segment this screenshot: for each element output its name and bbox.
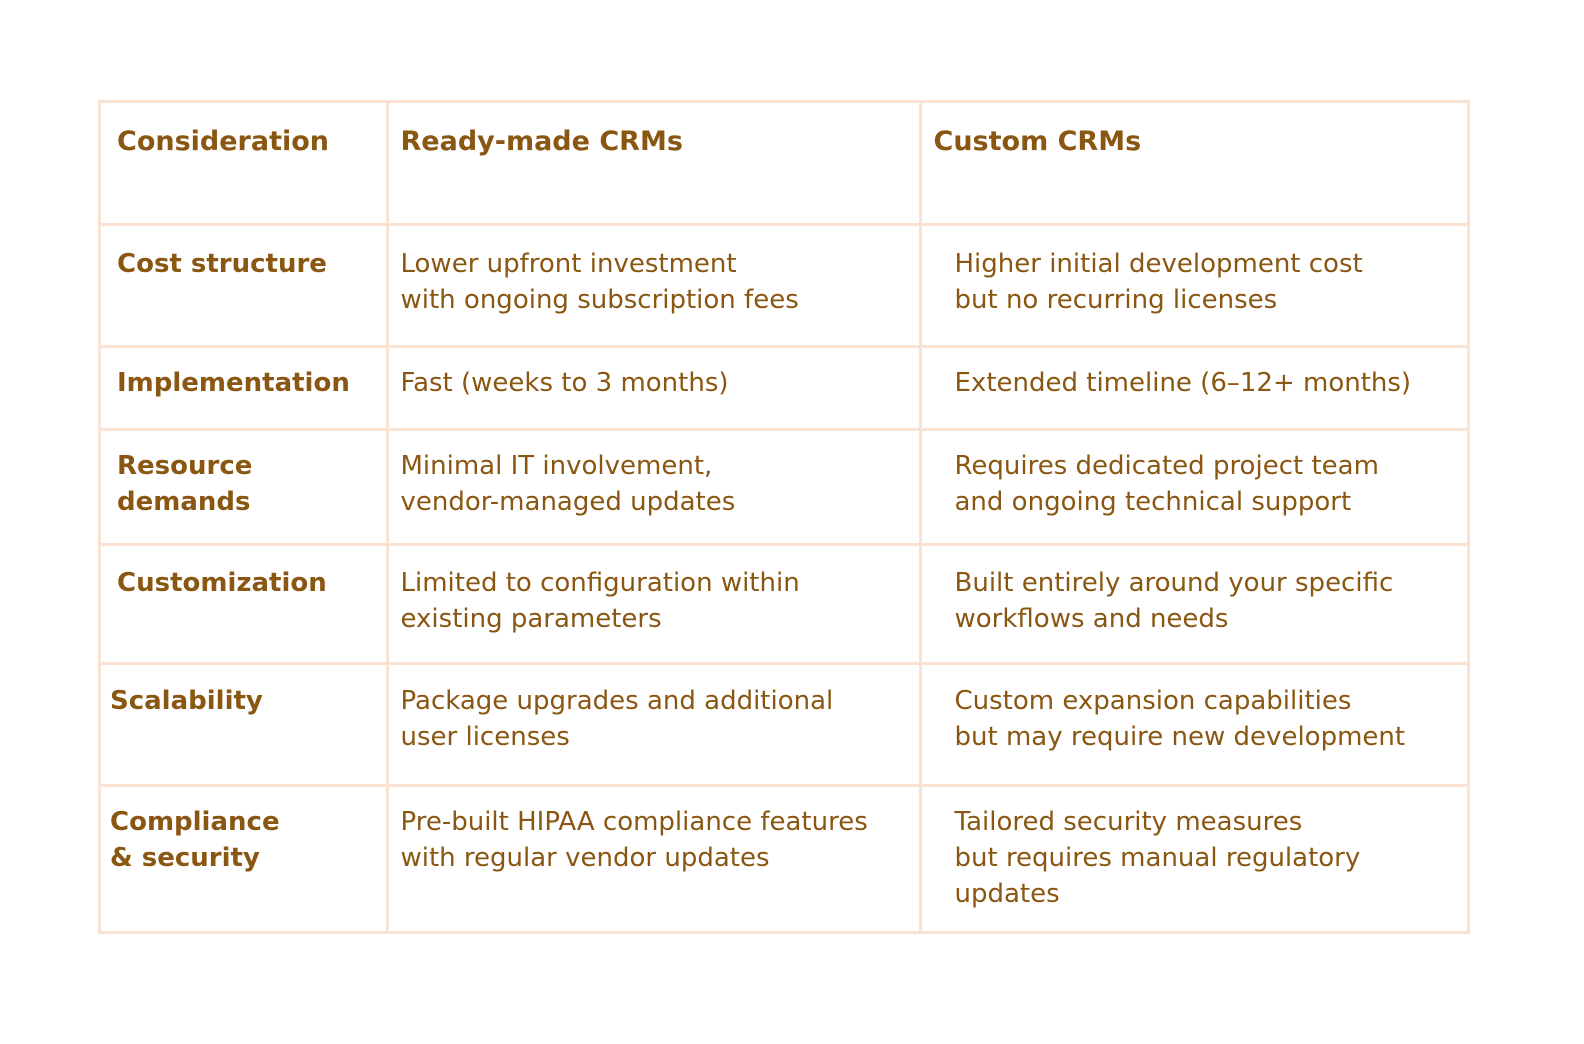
cell-line: Lower upfront investment [400,249,737,279]
cell-line: Limited to configuration within [400,568,800,598]
table-row-compliance-security [101,786,1467,933]
label-line: Customization [117,568,327,598]
table-row-scalability [101,664,1467,786]
cell-line: with ongoing subscription fees [400,285,799,315]
header-consideration: Consideration [101,103,387,225]
ready-made-cell [387,347,920,430]
label-line: demands [117,487,251,517]
cell-line: Higher initial development cost [954,249,1363,279]
header-ready-made-crms: Ready-made CRMs [387,103,920,225]
ready-made-cell [387,664,920,786]
custom-cell [920,545,1467,664]
cell-line: Custom expansion capabilities [954,686,1352,716]
cell-line: Tailored security measures [954,807,1303,837]
cell-line: with regular vendor updates [400,843,770,873]
crm-comparison-table-container [98,100,1470,934]
label-line: Scalability [110,686,263,716]
table-row-customization [101,545,1467,664]
row-label [101,347,387,430]
cell-line: Package upgrades and additional [400,686,834,716]
cell-line: updates [954,879,1060,909]
ready-made-cell [387,430,920,545]
custom-cell [920,225,1467,347]
row-label [101,225,387,347]
cell-line: Extended timeline (6–12+ months) [954,368,1412,398]
table-header-row [101,103,1467,225]
custom-cell [920,347,1467,430]
cell-line: workflows and needs [954,604,1229,634]
label-line: Compliance [110,807,280,837]
label-line: Resource [117,451,253,481]
cell-line: existing parameters [400,604,662,634]
cell-line: but no recurring licenses [954,285,1278,315]
cell-line: and ongoing technical support [954,487,1352,517]
cell-line: Pre-built HIPAA compliance features [400,807,868,837]
cell-line: Requires dedicated project team [954,451,1379,481]
row-label [101,545,387,664]
label-line: & security [110,843,260,873]
label-line: Implementation [117,368,350,398]
ready-made-cell [387,545,920,664]
crm-comparison-table [101,103,1467,933]
cell-line: but requires manual regulatory [954,843,1361,873]
row-label [101,664,387,786]
row-label [101,430,387,545]
cell-line: Minimal IT involvement, [400,451,713,481]
cell-line: Built entirely around your specific [954,568,1394,598]
custom-cell [920,664,1467,786]
table-row-resource-demands [101,430,1467,545]
ready-made-cell [387,225,920,347]
row-label [101,786,387,933]
cell-line: vendor-managed updates [400,487,736,517]
custom-cell [920,786,1467,933]
cell-line: Fast (weeks to 3 months) [400,368,729,398]
ready-made-cell [387,786,920,933]
header-custom-crms: Custom CRMs [920,103,1467,225]
table-row-implementation [101,347,1467,430]
cell-line: but may require new development [954,722,1406,752]
cell-line: user licenses [400,722,570,752]
table-row-cost-structure [101,225,1467,347]
label-line: Cost structure [117,249,327,279]
custom-cell [920,430,1467,545]
